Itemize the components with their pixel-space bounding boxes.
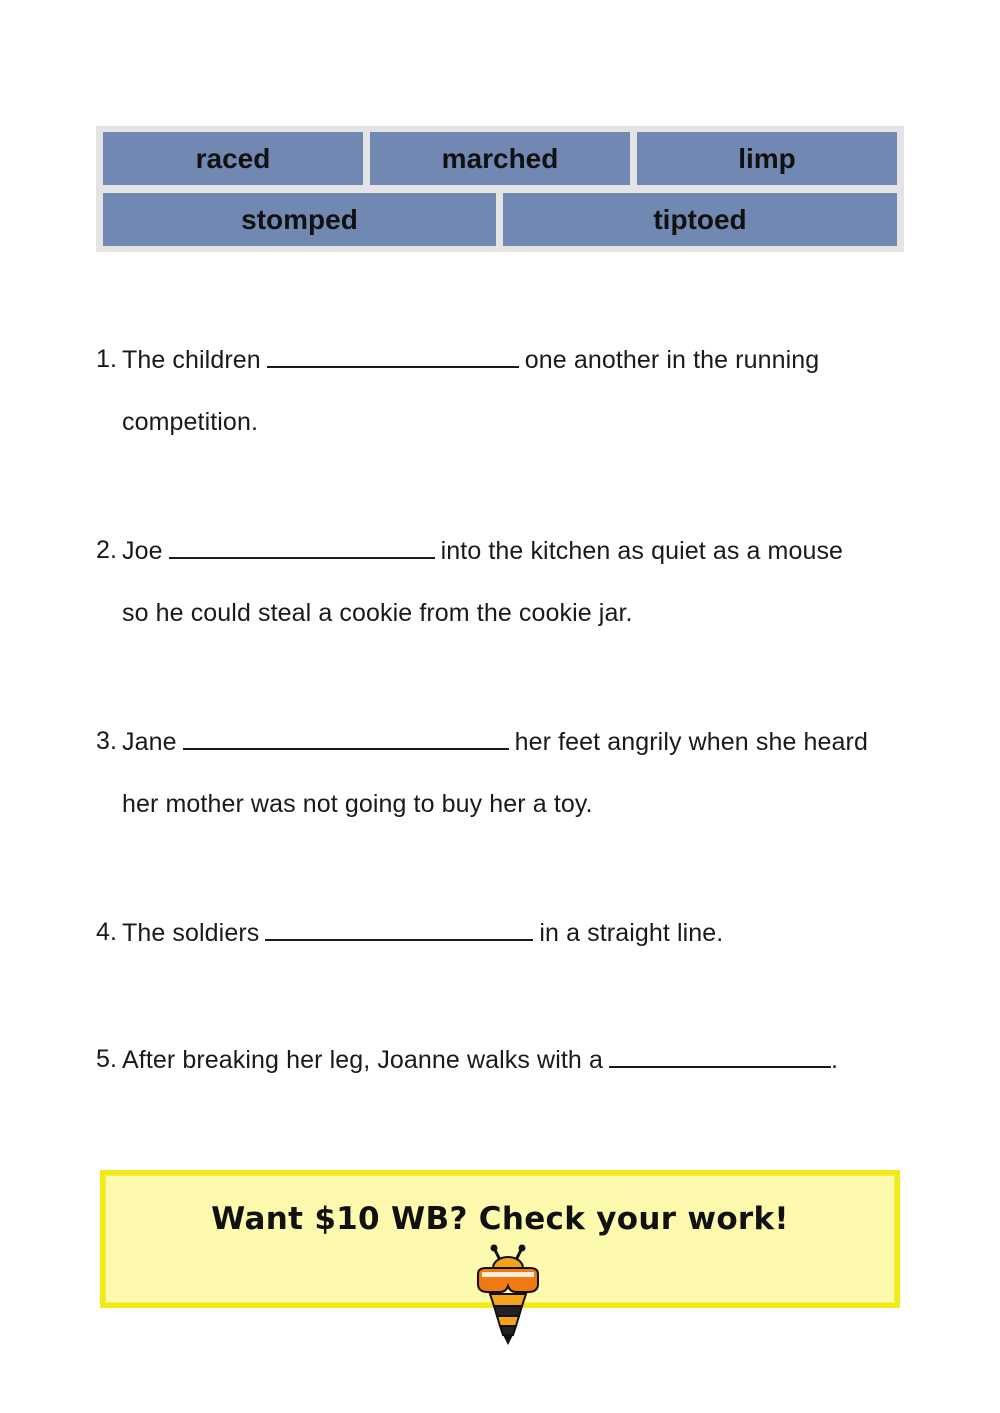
question-number: 5.	[96, 1045, 118, 1073]
answer-blank-4[interactable]	[265, 917, 533, 941]
question-number: 3.	[96, 727, 118, 755]
word-limp[interactable]: limp	[637, 132, 897, 185]
question-text: After breaking her leg, Joanne walks with a	[122, 1046, 603, 1074]
question-text: .	[830, 1046, 838, 1074]
word-raced[interactable]: raced	[103, 132, 363, 185]
question-text: so he could steal a cookie from the cookie jar.	[122, 599, 633, 627]
question-number: 4.	[96, 918, 118, 946]
question-text: in a straight line.	[539, 919, 724, 947]
question-text: Joe	[122, 537, 163, 565]
word-bank	[96, 126, 904, 252]
word-tiptoed[interactable]: tiptoed	[503, 193, 897, 246]
question-text: Jane	[122, 728, 177, 756]
question-number: 2.	[96, 536, 118, 564]
answer-blank-2[interactable]	[169, 535, 435, 559]
word-marched[interactable]: marched	[370, 132, 630, 185]
answer-blank-1[interactable]	[267, 344, 519, 368]
answer-blank-5[interactable]	[609, 1044, 831, 1068]
question-text: into the kitchen as quiet as a mouse	[440, 537, 844, 565]
check-work-label: Want $10 WB? Check your work!	[211, 1201, 789, 1237]
answer-blank-3[interactable]	[183, 726, 509, 750]
question-text: her feet angrily when she heard	[514, 728, 868, 756]
question-text: her mother was not going to buy her a toy.	[122, 790, 593, 818]
question-text: competition.	[122, 408, 258, 436]
question-text: The soldiers	[122, 919, 260, 947]
bee-icon	[472, 1244, 544, 1348]
question-text: The children	[122, 346, 261, 374]
question-text: one another in the running	[524, 346, 820, 374]
word-stomped[interactable]: stomped	[103, 193, 496, 246]
question-number: 1.	[96, 345, 118, 373]
